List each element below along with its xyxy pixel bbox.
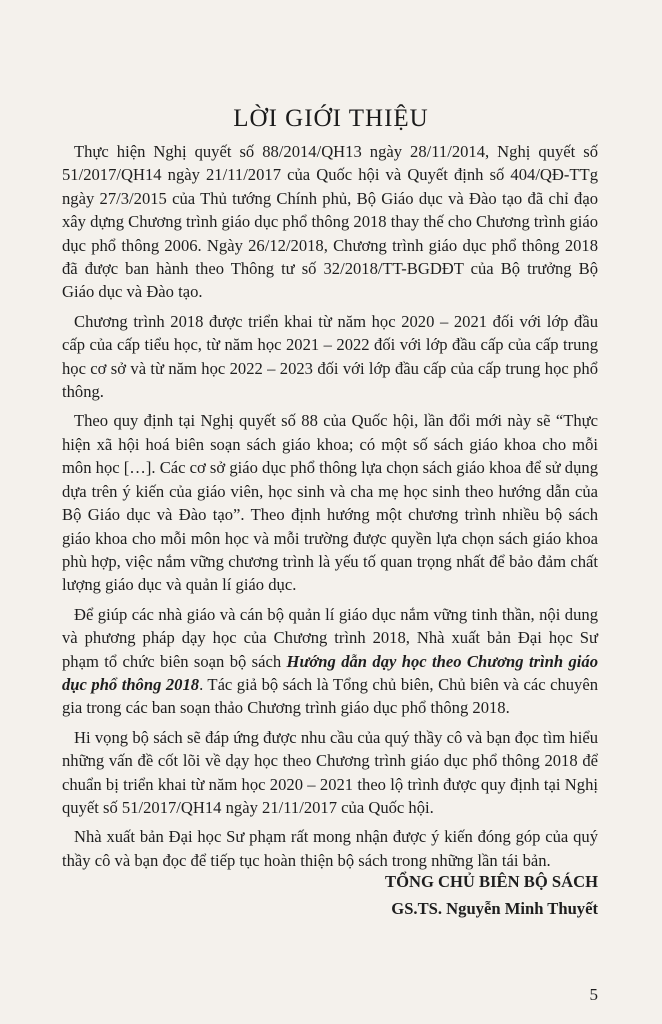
book-series-title: Hướng dẫn dạy học theo Chương trình giáo dục phổ thông 2018 [62, 651, 598, 694]
paragraph-1: Thực hiện Nghị quyết số 88/2014/QH13 ngày 28/11/2014, Nghị quyết số 51/2017/QH14 ngày 21/11/2017 của Quốc hội và Quyết định số 404/QĐ-TTg ngày 27/3/2015 của Thủ tướng Chính phủ, Bộ Giáo dục và Đào tạo đã chỉ đạo xây dựng Chương trình giáo dục phổ thông 2018 thay thế cho Chương trình giáo dục phổ thông 2006. Ngày 26/12/2018, Chương trình giáo dục phổ thông 2018 đã được ban hành theo Thông tư số 32/2018/TT-BGDĐT của Bộ trưởng Bộ Giáo dục và Đào tạo. [62, 142, 598, 302]
paragraph-5: Hi vọng bộ sách sẽ đáp ứng được nhu cầu của quý thầy cô và bạn đọc tìm hiểu những vấn đề cốt lõi về dạy học theo Chương trình giáo dục phổ thông 2018 để chuẩn bị triển khai từ năm học 2020 – 2021 theo lộ trình được quy định tại Nghị quyết số 51/2017/QH14 ngày 21/11/2017 của Quốc hội. [62, 727, 598, 817]
signature-role: TỔNG CHỦ BIÊN BỘ SÁCH [385, 872, 598, 891]
signature-name: GS.TS. Nguyễn Minh Thuyết [391, 899, 598, 918]
paragraph-3: Theo quy định tại Nghị quyết số 88 của Quốc hội, lần đổi mới này sẽ “Thực hiện xã hội hoá biên soạn sách giáo khoa; có một số sách giáo khoa cho mỗi môn học […]. Các cơ sở giáo dục phổ thông lựa chọn sách giáo khoa để sử dụng dựa trên ý kiến của giáo viên, học sinh và cha mẹ học sinh theo hướng dẫn của Bộ Giáo dục và Đào tạo”. Theo định hướng một chương trình nhiều bộ sách giáo khoa cho mỗi môn học và mỗi trường được quyền lựa chọn sách giáo khoa phù hợp, việc nắm vững chương trình là yếu tố quan trọng nhất để bảo đảm chất lượng giáo dục và quản lí giáo dục. [62, 411, 598, 595]
page-title: LỜI GIỚI THIỆU [233, 104, 429, 132]
paragraph-6: Nhà xuất bản Đại học Sư phạm rất mong nhận được ý kiến đóng góp của quý thầy cô và bạn đọc để tiếp tục hoàn thiện bộ sách trong những lần tái bản. [62, 827, 598, 870]
paragraph-4-start: Để giúp các nhà giáo và cán bộ quản lí giáo dục nắm vững tinh thần, nội dung và phương pháp dạy học của Chương trình 2018, Nhà xuất bản Đại học Sư phạm tổ chức biên soạn bộ sách [62, 604, 598, 671]
paragraph-4 [62, 603, 598, 720]
body-text [62, 140, 598, 878]
page-number: 5 [589, 985, 598, 1004]
paragraph-4-end: . Tác giả bộ sách là Tổng chủ biên, Chủ biên và các chuyên gia trong các ban soạn thảo Chương trình giáo dục phổ thông 2018. [62, 674, 598, 718]
paragraph-2: Chương trình 2018 được triển khai từ năm học 2020 – 2021 đối với lớp đầu cấp của cấp tiểu học, từ năm học 2021 – 2022 đối với lớp đầu cấp của cấp trung học cơ sở và từ năm học 2022 – 2023 đối với lớp đầu cấp của cấp trung học phổ thông. [62, 311, 598, 402]
